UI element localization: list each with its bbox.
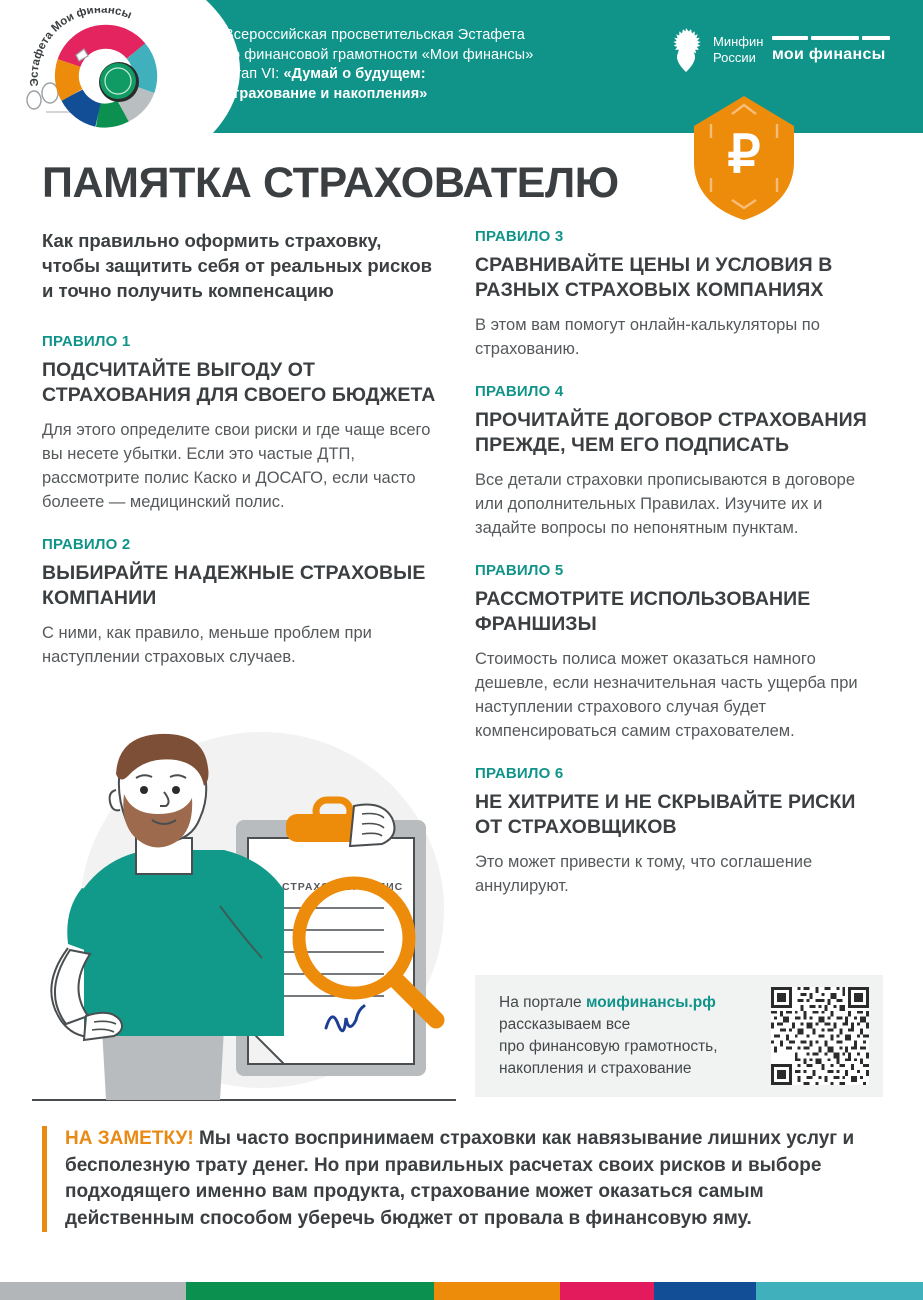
rule-kicker: ПРАВИЛО 3 <box>475 228 564 245</box>
header-stage-bold: «Думай о будущем: <box>283 66 426 82</box>
rule-title: ВЫБИРАЙТЕ НАДЕЖНЫЕ СТРАХОВЫЕ КОМПАНИИ <box>42 562 426 609</box>
rule-body: Стоимость полиса может оказаться намного дешевле, если незначительная часть ущерба при наступлении страхового случая будет компенсироваться самим страхователем. <box>475 650 858 740</box>
insurance-illustration <box>24 728 464 1120</box>
bar-segment-blue <box>654 1282 756 1300</box>
rule-body: Для этого определите свои риски и где чаще всего вы несете убытки. Если это частые ДТП, рассмотрите полис Каско и ДОСАГО, если часто болеете — медицинский полис. <box>42 421 431 511</box>
rule-card-4 <box>475 383 883 540</box>
rule-body: В этом вам помогут онлайн-калькуляторы по страхованию. <box>475 316 820 358</box>
qr-code[interactable] <box>771 987 869 1085</box>
document-title: СТРАХОВОЙ ПОЛИС <box>282 881 404 893</box>
rule-kicker: ПРАВИЛО 2 <box>42 536 131 553</box>
bar-segment-pink <box>560 1282 654 1300</box>
rule-card-3 <box>475 228 883 361</box>
header-stage-prefix: Этап VI: <box>224 66 284 82</box>
rule-kicker: ПРАВИЛО 6 <box>475 765 564 782</box>
header-line-3 <box>224 65 533 85</box>
lede-text: Как правильно оформить страховку, чтобы защитить себя от реальных рисков и точно получить компенсацию <box>42 230 432 301</box>
header-campaign-text <box>224 26 533 104</box>
ruble-symbol: ₽ <box>727 126 761 184</box>
estafeta-logo <box>18 8 188 128</box>
bar-segment-teal <box>756 1282 923 1300</box>
bar-segment-orange <box>434 1282 560 1300</box>
rule-body: С ними, как правило, меньше проблем при наступлении страховых случаев. <box>42 624 372 666</box>
rule-title: ПРОЧИТАЙТЕ ДОГОВОР СТРАХОВАНИЯ ПРЕЖДЕ, ЧЕМ ЕГО ПОДПИСАТЬ <box>475 409 867 456</box>
minfin-logo-block <box>668 26 763 74</box>
note-highlight: НА ЗАМЕТКУ! <box>65 1128 194 1149</box>
rule-card-6 <box>475 765 883 898</box>
rule-title: ПОДСЧИТАЙТЕ ВЫГОДУ ОТ СТРАХОВАНИЯ ДЛЯ СВОЕГО БЮДЖЕТА <box>42 359 436 406</box>
promo-line-1 <box>499 992 771 1014</box>
ruble-shield-badge <box>694 96 794 220</box>
svg-text:Эстафета Мои финансы: Эстафета Мои финансы <box>28 8 134 87</box>
minfin-line-1: Минфин <box>713 34 764 49</box>
portal-brand-link[interactable]: моифинансы.рф <box>585 994 716 1011</box>
rule-card-1 <box>42 333 442 514</box>
rule-body: Это может привести к тому, что соглашение аннулируют. <box>475 853 813 895</box>
left-column <box>42 228 442 691</box>
note-block <box>42 1126 890 1232</box>
bar-segment-green <box>186 1282 434 1300</box>
myfinance-wordmark: мои финансы <box>772 46 886 63</box>
promo-line-4: накопления и страхование <box>499 1060 692 1077</box>
rule-kicker: ПРАВИЛО 5 <box>475 562 564 579</box>
myfinance-dashes-icon <box>772 36 890 40</box>
header-line-4: страхование и накопления» <box>224 85 428 102</box>
promo-text <box>475 992 771 1080</box>
rule-title: РАССМОТРИТЕ ИСПОЛЬЗОВАНИЕ ФРАНШИЗЫ <box>475 588 811 635</box>
rule-card-5 <box>475 562 883 743</box>
russia-eagle-icon <box>668 26 704 74</box>
portal-promo-block <box>475 975 883 1097</box>
minfin-line-2: России <box>713 50 756 65</box>
promo-line-2: рассказываем все <box>499 1016 631 1033</box>
bar-segment-gray <box>0 1282 186 1300</box>
rule-title: СРАВНИВАЙТЕ ЦЕНЫ И УСЛОВИЯ В РАЗНЫХ СТРАХОВЫХ КОМПАНИЯХ <box>475 254 833 301</box>
bottom-color-bar <box>0 1282 923 1300</box>
rule-kicker: ПРАВИЛО 4 <box>475 383 564 400</box>
myfinance-logo <box>772 36 890 64</box>
minfin-text <box>713 34 763 66</box>
rule-body: Все детали страховки прописываются в договоре или дополнительных Правилах. Изучите их и задайте вопросы по непонятным пунктам. <box>475 471 855 537</box>
promo-prefix: На портале <box>499 994 586 1011</box>
promo-line-3: про финансовую грамотность, <box>499 1038 718 1055</box>
header-line-1: Всероссийская просветительская Эстафета <box>224 27 525 43</box>
note-text <box>65 1126 890 1232</box>
header-line-2: по финансовой грамотности «Мои финансы» <box>224 46 534 63</box>
rule-card-2 <box>42 536 442 669</box>
rule-kicker: ПРАВИЛО 1 <box>42 333 131 350</box>
page-title: ПАМЯТКА СТРАХОВАТЕЛЮ <box>42 159 619 207</box>
rule-title: НЕ ХИТРИТЕ И НЕ СКРЫВАЙТЕ РИСКИ ОТ СТРАХОВЩИКОВ <box>475 791 856 838</box>
right-column <box>475 228 883 920</box>
note-body: Мы часто воспринимаем страховки как навязывание лишних услуг и бесполезную трату денег. Но при правильных расчетах своих рисков и выборе подходящего именно вам продукта, страхование может оказаться самым действенным способом уберечь бюджет от провала в финансовую яму. <box>65 1128 855 1229</box>
